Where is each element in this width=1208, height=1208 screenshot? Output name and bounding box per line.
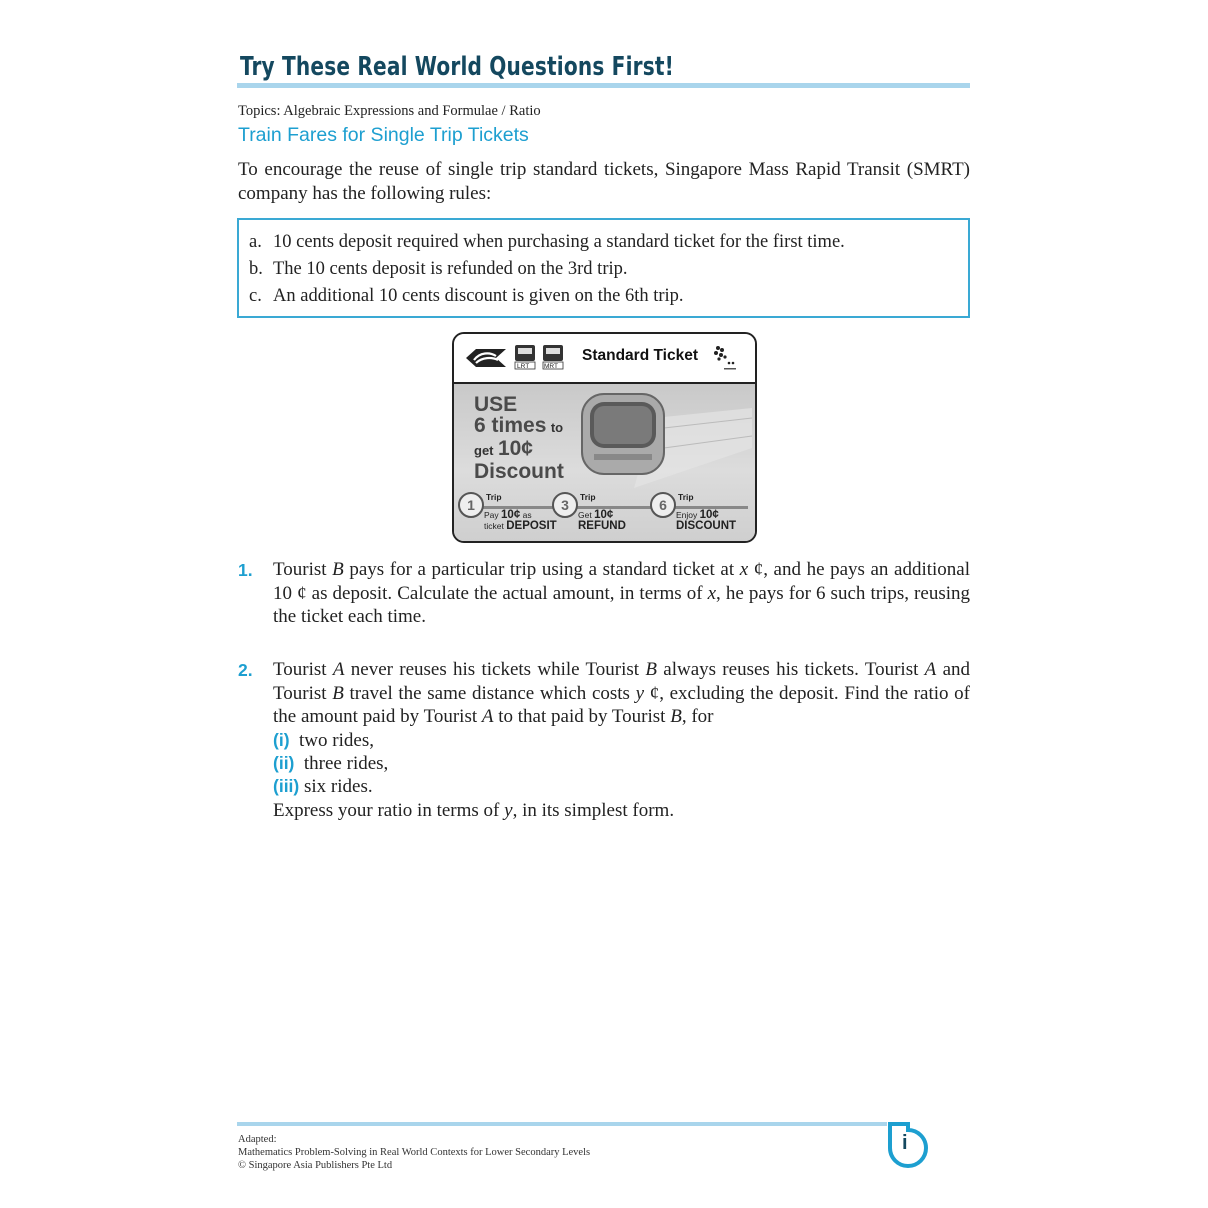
trip-label: Trip xyxy=(580,492,596,502)
question-2-text: Tourist A never reuses his tickets while Tourist B always reuses his tickets. Tourist A and Tourist B travel the same distance which costs y ¢, excluding the deposit. Find the ratio of the amount paid by Tourist A to that paid by Tourist B, for xyxy=(273,659,971,727)
promo-discount: Discount xyxy=(474,460,564,483)
rule-item xyxy=(249,231,845,253)
trip-desc: Enjoy 10¢ DISCOUNT xyxy=(676,509,737,532)
topics-line: Topics: Algebraic Expressions and Formulae / Ratio xyxy=(238,103,541,119)
question-1-number: 1. xyxy=(238,560,253,580)
smrt-logo-icon xyxy=(464,348,508,368)
part-text: three rides, xyxy=(303,753,389,774)
trip-number: 3 xyxy=(552,492,578,518)
question-2-part xyxy=(273,775,373,798)
page-number: i xyxy=(902,1132,908,1154)
trip-desc: Pay 10¢ as ticket DEPOSIT xyxy=(484,509,557,532)
promo-to: to xyxy=(550,420,564,435)
rule-letter: b. xyxy=(249,259,263,279)
rules-box xyxy=(237,218,970,318)
question-2-number: 2. xyxy=(238,660,253,680)
promo-get: get xyxy=(474,443,494,458)
section-heading: Train Fares for Single Trip Tickets xyxy=(238,124,529,146)
ticket-promo xyxy=(474,394,564,482)
trip-label: Trip xyxy=(486,492,502,502)
promo-times: 6 times xyxy=(474,414,547,437)
part-text: two rides, xyxy=(299,730,374,751)
rule-text: 10 cents deposit required when purchasing a standard ticket for the first time. xyxy=(273,232,845,252)
page-number-badge xyxy=(884,1122,930,1168)
lrt-label: LRT xyxy=(517,363,530,370)
footer-credit xyxy=(238,1133,590,1172)
trip-number: 6 xyxy=(650,492,676,518)
footer-line: Mathematics Problem-Solving in Real World Contexts for Lower Secondary Levels xyxy=(238,1147,591,1158)
question-2-part xyxy=(273,729,374,752)
question-1-text: Tourist B pays for a particular trip using a standard ticket at x ¢, and he pays an additional 10 ¢ as deposit. Calculate the actual amount, in terms of x, he pays for 6 such trips, reusing the ticket each time. xyxy=(273,559,970,627)
transitlink-logo-icon xyxy=(710,344,738,372)
footer-line: Adapted: xyxy=(238,1134,277,1145)
page-title: Try These Real World Questions First! xyxy=(240,52,675,82)
mrt-label: MRT xyxy=(544,363,558,370)
rule-text: The 10 cents deposit is refunded on the 3rd trip. xyxy=(273,259,628,279)
question-2-closing: Express your ratio in terms of y, in its simplest form. xyxy=(273,800,675,821)
intro-paragraph: To encourage the reuse of single trip standard tickets, Singapore Mass Rapid Transit (SMRT) company has the following rules: xyxy=(238,159,970,204)
part-label: (iii) xyxy=(273,776,300,796)
rule-item xyxy=(249,285,684,307)
ticket-header xyxy=(454,334,755,384)
part-text: six rides. xyxy=(304,776,373,797)
part-label: (i) xyxy=(273,730,290,750)
part-label: (ii) xyxy=(273,753,295,773)
trip-label: Trip xyxy=(678,492,694,502)
train-front-icon xyxy=(574,388,754,498)
promo-use: USE xyxy=(474,393,518,416)
ticket-image xyxy=(452,332,757,543)
footer-rule xyxy=(237,1122,887,1126)
ticket-title: Standard Ticket xyxy=(582,347,699,364)
trip-number: 1 xyxy=(458,492,484,518)
promo-amount: 10¢ xyxy=(497,437,533,460)
footer-line: © Singapore Asia Publishers Pte Ltd xyxy=(238,1160,393,1171)
rule-letter: a. xyxy=(249,232,262,252)
title-rule xyxy=(237,83,970,88)
rule-text: An additional 10 cents discount is given on the 6th trip. xyxy=(273,286,684,306)
rule-item xyxy=(249,258,628,280)
rule-letter: c. xyxy=(249,286,262,306)
question-2-part xyxy=(273,752,388,775)
trip-desc: Get 10¢ REFUND xyxy=(578,509,626,532)
